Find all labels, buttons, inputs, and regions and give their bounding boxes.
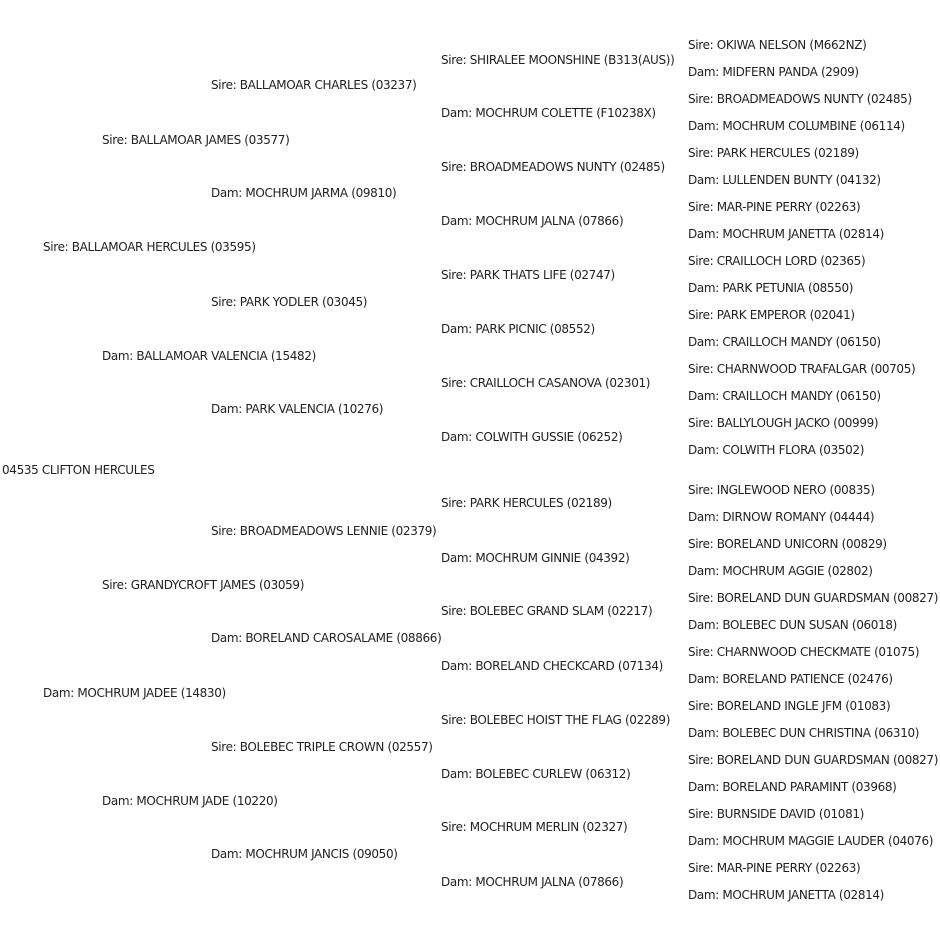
gen5-entry: Dam: CRAILLOCH MANDY (06150) [688, 335, 881, 349]
gen2-entry: Sire: GRANDYCROFT JAMES (03059) [102, 578, 305, 592]
gen5-entry: Sire: CHARNWOOD CHECKMATE (01075) [688, 645, 920, 659]
gen5-entry: Sire: BORELAND DUN GUARDSMAN (00827) [688, 591, 939, 605]
gen2-entry: Dam: MOCHRUM JADE (10220) [102, 794, 278, 808]
gen3-entry: Sire: PARK YODLER (03045) [211, 295, 368, 309]
gen4-entry: Sire: PARK THATS LIFE (02747) [441, 268, 615, 282]
gen5-entry: Dam: MOCHRUM JANETTA (02814) [688, 888, 885, 902]
gen4-entry: Sire: MOCHRUM MERLIN (02327) [441, 820, 628, 834]
gen1-sire: Sire: BALLAMOAR HERCULES (03595) [43, 240, 256, 254]
gen5-entry: Dam: LULLENDEN BUNTY (04132) [688, 173, 881, 187]
gen4-entry: Dam: MOCHRUM GINNIE (04392) [441, 551, 630, 565]
gen4-entry: Sire: BROADMEADOWS NUNTY (02485) [441, 160, 665, 174]
gen5-entry: Dam: MOCHRUM JANETTA (02814) [688, 227, 885, 241]
subject-animal: 04535 CLIFTON HERCULES [2, 463, 155, 477]
gen2-entry: Dam: BALLAMOAR VALENCIA (15482) [102, 349, 316, 363]
gen5-entry: Dam: MIDFERN PANDA (2909) [688, 65, 859, 79]
gen4-entry: Sire: BOLEBEC HOIST THE FLAG (02289) [441, 713, 671, 727]
gen5-entry: Sire: PARK HERCULES (02189) [688, 146, 859, 160]
gen5-entry: Dam: CRAILLOCH MANDY (06150) [688, 389, 881, 403]
gen4-entry: Dam: MOCHRUM JALNA (07866) [441, 875, 624, 889]
gen4-entry: Dam: BORELAND CHECKCARD (07134) [441, 659, 663, 673]
gen5-entry: Sire: INGLEWOOD NERO (00835) [688, 483, 875, 497]
gen4-entry: Sire: BOLEBEC GRAND SLAM (02217) [441, 604, 653, 618]
gen5-entry: Dam: MOCHRUM MAGGIE LAUDER (04076) [688, 834, 934, 848]
gen5-entry: Dam: DIRNOW ROMANY (04444) [688, 510, 875, 524]
gen5-entry: Dam: MOCHRUM AGGIE (02802) [688, 564, 873, 578]
gen5-entry: Dam: BOLEBEC DUN CHRISTINA (06310) [688, 726, 920, 740]
gen5-entry: Sire: MAR-PINE PERRY (02263) [688, 861, 861, 875]
gen5-entry: Sire: CHARNWOOD TRAFALGAR (00705) [688, 362, 916, 376]
gen2-entry: Sire: BALLAMOAR JAMES (03577) [102, 133, 290, 147]
gen4-entry: Dam: MOCHRUM COLETTE (F10238X) [441, 106, 656, 120]
gen3-entry: Sire: BALLAMOAR CHARLES (03237) [211, 78, 417, 92]
gen5-entry: Dam: BOLEBEC DUN SUSAN (06018) [688, 618, 897, 632]
gen5-entry: Sire: BALLYLOUGH JACKO (00999) [688, 416, 879, 430]
gen4-entry: Sire: CRAILLOCH CASANOVA (02301) [441, 376, 651, 390]
gen5-entry: Sire: OKIWA NELSON (M662NZ) [688, 38, 867, 52]
gen5-entry: Dam: MOCHRUM COLUMBINE (06114) [688, 119, 905, 133]
gen5-entry: Sire: BORELAND DUN GUARDSMAN (00827) [688, 753, 939, 767]
gen5-entry: Sire: BURNSIDE DAVID (01081) [688, 807, 864, 821]
gen5-entry: Sire: CRAILLOCH LORD (02365) [688, 254, 866, 268]
gen1-dam: Dam: MOCHRUM JADEE (14830) [43, 686, 226, 700]
gen3-entry: Dam: BORELAND CAROSALAME (08866) [211, 631, 442, 645]
gen3-entry: Dam: MOCHRUM JANCIS (09050) [211, 847, 398, 861]
gen4-entry: Dam: MOCHRUM JALNA (07866) [441, 214, 624, 228]
gen3-entry: Dam: MOCHRUM JARMA (09810) [211, 186, 397, 200]
gen5-entry: Sire: BORELAND INGLE JFM (01083) [688, 699, 891, 713]
gen5-entry: Dam: BORELAND PARAMINT (03968) [688, 780, 897, 794]
gen3-entry: Dam: PARK VALENCIA (10276) [211, 402, 384, 416]
gen4-entry: Sire: SHIRALEE MOONSHINE (B313(AUS)) [441, 53, 675, 67]
gen5-entry: Sire: PARK EMPEROR (02041) [688, 308, 855, 322]
gen5-entry: Sire: BORELAND UNICORN (00829) [688, 537, 887, 551]
gen4-entry: Dam: COLWITH GUSSIE (06252) [441, 430, 623, 444]
gen3-entry: Sire: BROADMEADOWS LENNIE (02379) [211, 524, 437, 538]
gen3-entry: Sire: BOLEBEC TRIPLE CROWN (02557) [211, 740, 433, 754]
gen5-entry: Sire: BROADMEADOWS NUNTY (02485) [688, 92, 912, 106]
gen4-entry: Sire: PARK HERCULES (02189) [441, 496, 612, 510]
gen5-entry: Sire: MAR-PINE PERRY (02263) [688, 200, 861, 214]
gen5-entry: Dam: BORELAND PATIENCE (02476) [688, 672, 893, 686]
gen5-entry: Dam: PARK PETUNIA (08550) [688, 281, 854, 295]
gen5-entry: Dam: COLWITH FLORA (03502) [688, 443, 865, 457]
gen4-entry: Dam: BOLEBEC CURLEW (06312) [441, 767, 631, 781]
gen4-entry: Dam: PARK PICNIC (08552) [441, 322, 595, 336]
